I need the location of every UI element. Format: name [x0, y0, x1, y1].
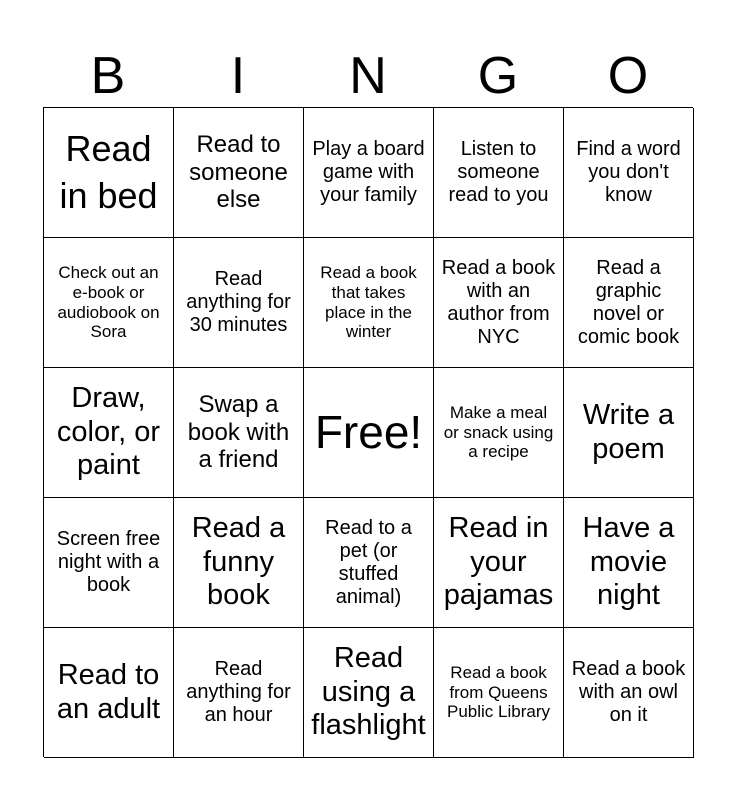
bingo-cell: Swap a book with a friend — [174, 368, 304, 498]
header-letter-i: I — [230, 47, 246, 105]
header-letter-n: N — [349, 47, 387, 105]
bingo-cell: Have a movie night — [564, 498, 694, 628]
bingo-cell: Read a funny book — [174, 498, 304, 628]
bingo-cell: Write a poem — [564, 368, 694, 498]
bingo-cell: Screen free night with a book — [44, 498, 174, 628]
bingo-cell: Read a book from Queens Public Library — [434, 628, 564, 758]
header-letter-g: G — [477, 47, 519, 105]
bingo-board — [43, 107, 693, 757]
bingo-cell: Listen to someone read to you — [434, 108, 564, 238]
bingo-cell: Play a board game with your family — [304, 108, 434, 238]
bingo-cell: Find a word you don't know — [564, 108, 694, 238]
bingo-cell: Read in your pajamas — [434, 498, 564, 628]
header-letter-o: O — [607, 47, 649, 105]
bingo-cell: Read a graphic novel or comic book — [564, 238, 694, 368]
bingo-cell: Read a book with an owl on it — [564, 628, 694, 758]
bingo-cell: Read in bed — [44, 108, 174, 238]
bingo-cell: Check out an e-book or audiobook on Sora — [44, 238, 174, 368]
bingo-cell: Draw, color, or paint — [44, 368, 174, 498]
bingo-cell: Read to a pet (or stuffed animal) — [304, 498, 434, 628]
header-letter-b: B — [90, 47, 126, 105]
bingo-cell: Read to an adult — [44, 628, 174, 758]
bingo-cell: Read a book that takes place in the winter — [304, 238, 434, 368]
bingo-cell: Read to someone else — [174, 108, 304, 238]
free-space: Free! — [304, 368, 434, 498]
bingo-cell: Make a meal or snack using a recipe — [434, 368, 564, 498]
bingo-header — [43, 44, 693, 108]
bingo-cell: Read anything for 30 minutes — [174, 238, 304, 368]
bingo-cell: Read anything for an hour — [174, 628, 304, 758]
bingo-cell: Read using a flashlight — [304, 628, 434, 758]
bingo-cell: Read a book with an author from NYC — [434, 238, 564, 368]
